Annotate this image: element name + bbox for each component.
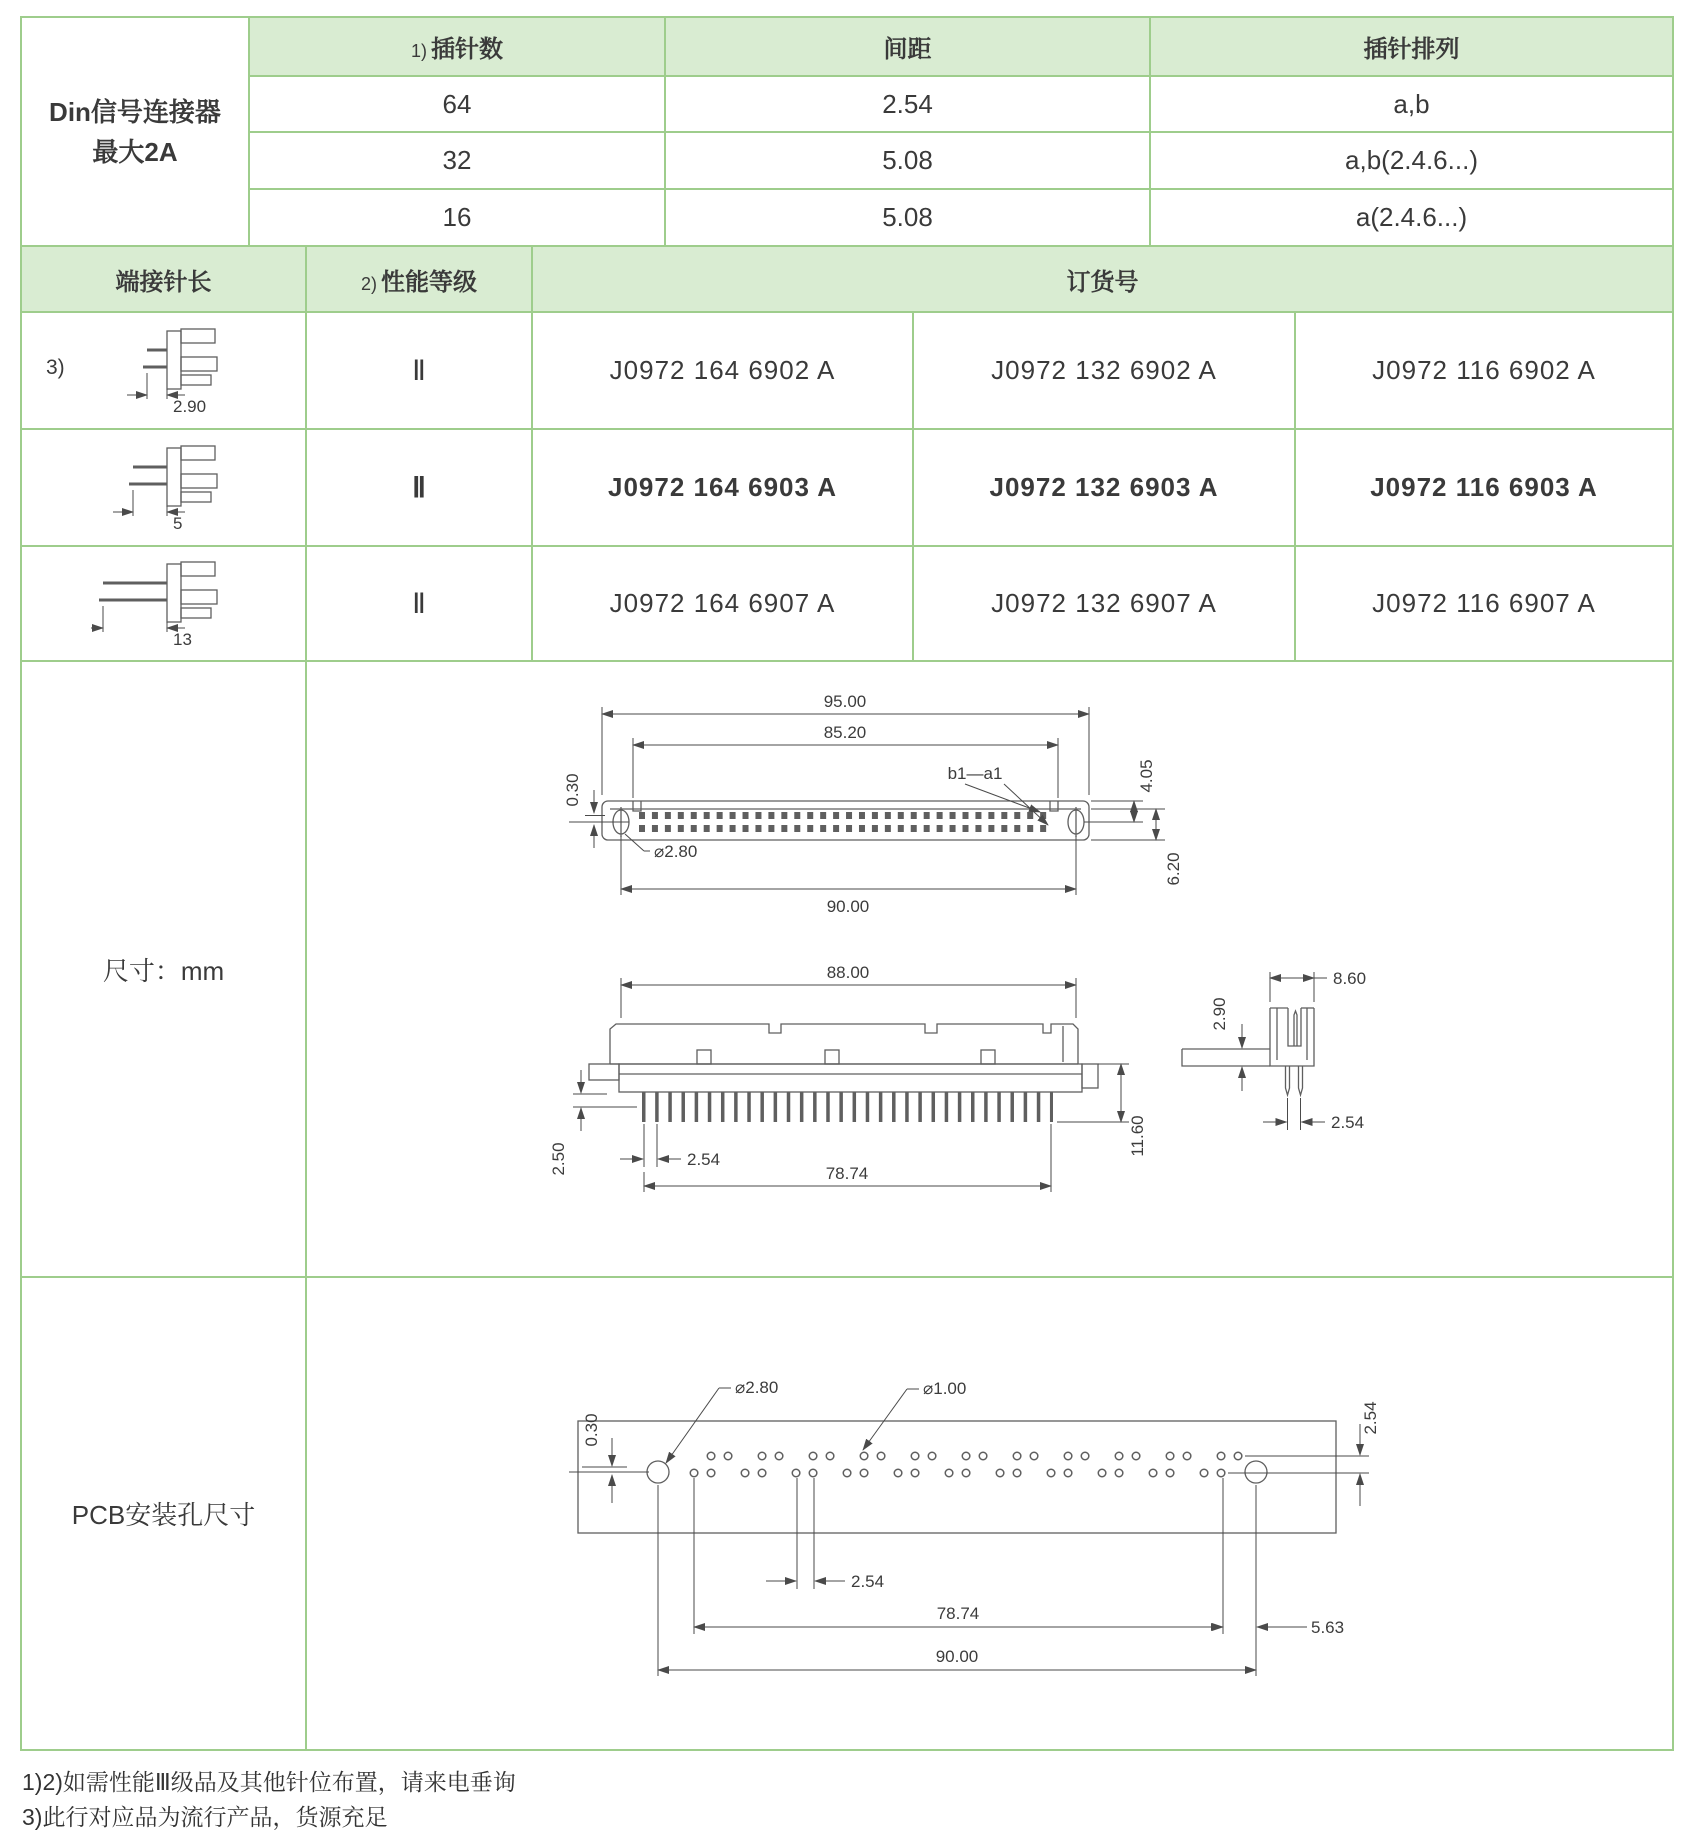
- spec-table: [20, 16, 1674, 247]
- pitch-value: 5.08: [665, 132, 1150, 189]
- arrangement-value: a,b(2.4.6...): [1150, 132, 1673, 189]
- drawing-table: [20, 660, 1674, 1751]
- arrangement-value: a(2.4.6...): [1150, 189, 1673, 246]
- order-number: J0972 132 6907 A: [913, 546, 1295, 661]
- dim-top-hole: ⌀2.80: [654, 842, 698, 861]
- order-number: J0972 116 6907 A: [1295, 546, 1673, 661]
- footnote-line: 1)2)如需性能Ⅲ级品及其他针位布置，请来电垂询: [22, 1769, 516, 1795]
- grade-value: Ⅱ: [306, 546, 532, 661]
- termination-5-cell: [21, 429, 306, 546]
- connector-profile-icon: [89, 554, 239, 649]
- footnote-ref-1: 1): [410, 41, 427, 61]
- dim-pcb-mount-hole: ⌀2.80: [735, 1378, 779, 1397]
- dim-front-tail: 2.50: [549, 1142, 568, 1176]
- order-number: J0972 164 6903 A: [532, 429, 913, 546]
- dim-front-span: 78.74: [825, 1164, 869, 1183]
- table-row: [21, 429, 1673, 546]
- grade-value: Ⅱ: [306, 429, 532, 546]
- dim-pcb-edge-offset: 0.30: [582, 1413, 601, 1447]
- table-row: [21, 132, 1673, 189]
- connector-profile-icon: [89, 321, 239, 416]
- pitch-value: 2.54: [665, 76, 1150, 132]
- dim-top-edge-offset: 0.30: [563, 773, 582, 807]
- dim-front-width: 88.00: [826, 963, 870, 982]
- header-termination-length: 端接针长: [21, 246, 306, 312]
- footnote-line: 3)此行对应品为流行产品，货源充足: [22, 1804, 388, 1830]
- header-arrangement: 插针排列: [1150, 17, 1673, 76]
- dim-top-overall: 95.00: [823, 692, 867, 711]
- pin-count-value: 16: [249, 189, 665, 246]
- arrangement-value: a,b: [1150, 76, 1673, 132]
- order-number: J0972 116 6903 A: [1295, 429, 1673, 546]
- dimensions-label: 尺寸：mm: [21, 661, 306, 1277]
- dim-pcb-mount-span: 90.00: [935, 1647, 979, 1666]
- product-rating: 最大2A: [92, 136, 178, 167]
- dim-pcb-row-pitch: 2.54: [1361, 1401, 1380, 1435]
- dim-top-inner: 85.20: [823, 723, 867, 742]
- header-performance-grade: 2) 性能等级: [306, 246, 532, 312]
- dim-pcb-span: 78.74: [936, 1604, 980, 1623]
- dim-top-h1: 4.05: [1137, 759, 1156, 793]
- header-order-number: 订货号: [532, 246, 1673, 312]
- dim-front-height: 11.60: [1128, 1115, 1147, 1157]
- pin-length-label: 2.90: [172, 396, 206, 416]
- dimension-drawings: [307, 662, 1670, 1274]
- footnote-ref-2: 2): [360, 273, 377, 294]
- dimension-drawings-cell: [306, 661, 1673, 1277]
- product-name: Din信号连接器: [49, 96, 221, 127]
- dim-top-h2: 6.20: [1164, 852, 1183, 886]
- footnotes: [22, 1765, 1692, 1835]
- termination-2-90-cell: [21, 312, 306, 429]
- order-number: J0972 116 6902 A: [1295, 312, 1673, 429]
- dim-top-mount-span: 90.00: [826, 897, 870, 916]
- pcb-drawing-cell: [306, 1277, 1673, 1750]
- dim-front-pitch: 2.54: [687, 1150, 721, 1169]
- table-row: [21, 76, 1673, 132]
- pin-row-labels: b1—a1: [947, 764, 1003, 783]
- table-row: [21, 546, 1673, 661]
- connector-profile-icon: [89, 438, 239, 533]
- header-pitch: 间距: [665, 17, 1150, 76]
- header-pin-count: 1) 插针数: [249, 17, 665, 76]
- table-row: [21, 312, 1673, 429]
- pitch-value: 5.08: [665, 189, 1150, 246]
- pin-length-label: 13: [172, 629, 192, 649]
- order-number: J0972 164 6902 A: [532, 312, 913, 429]
- pin-count-value: 32: [249, 132, 665, 189]
- dim-pcb-pitch: 2.54: [851, 1572, 885, 1591]
- order-number: J0972 132 6902 A: [913, 312, 1295, 429]
- order-number: J0972 164 6907 A: [532, 546, 913, 661]
- pin-length-label: 5: [172, 513, 182, 533]
- pcb-label: PCB安装孔尺寸: [21, 1277, 306, 1750]
- table-row: [21, 189, 1673, 246]
- dim-pcb-pin-hole: ⌀1.00: [923, 1379, 967, 1398]
- termination-13-cell: [21, 546, 306, 661]
- grade-value: Ⅱ: [306, 312, 532, 429]
- dim-side-offset: 2.90: [1210, 997, 1229, 1031]
- dim-side-width: 8.60: [1333, 969, 1367, 988]
- order-table: [20, 245, 1674, 662]
- dim-side-pitch: 2.54: [1331, 1113, 1365, 1132]
- pcb-hole-drawing: [307, 1278, 1670, 1747]
- order-number: J0972 132 6903 A: [913, 429, 1295, 546]
- dim-pcb-edge: 5.63: [1311, 1618, 1345, 1637]
- product-label-cell: [21, 17, 249, 246]
- footnote-ref-3: 3): [46, 355, 65, 379]
- pin-count-value: 64: [249, 76, 665, 132]
